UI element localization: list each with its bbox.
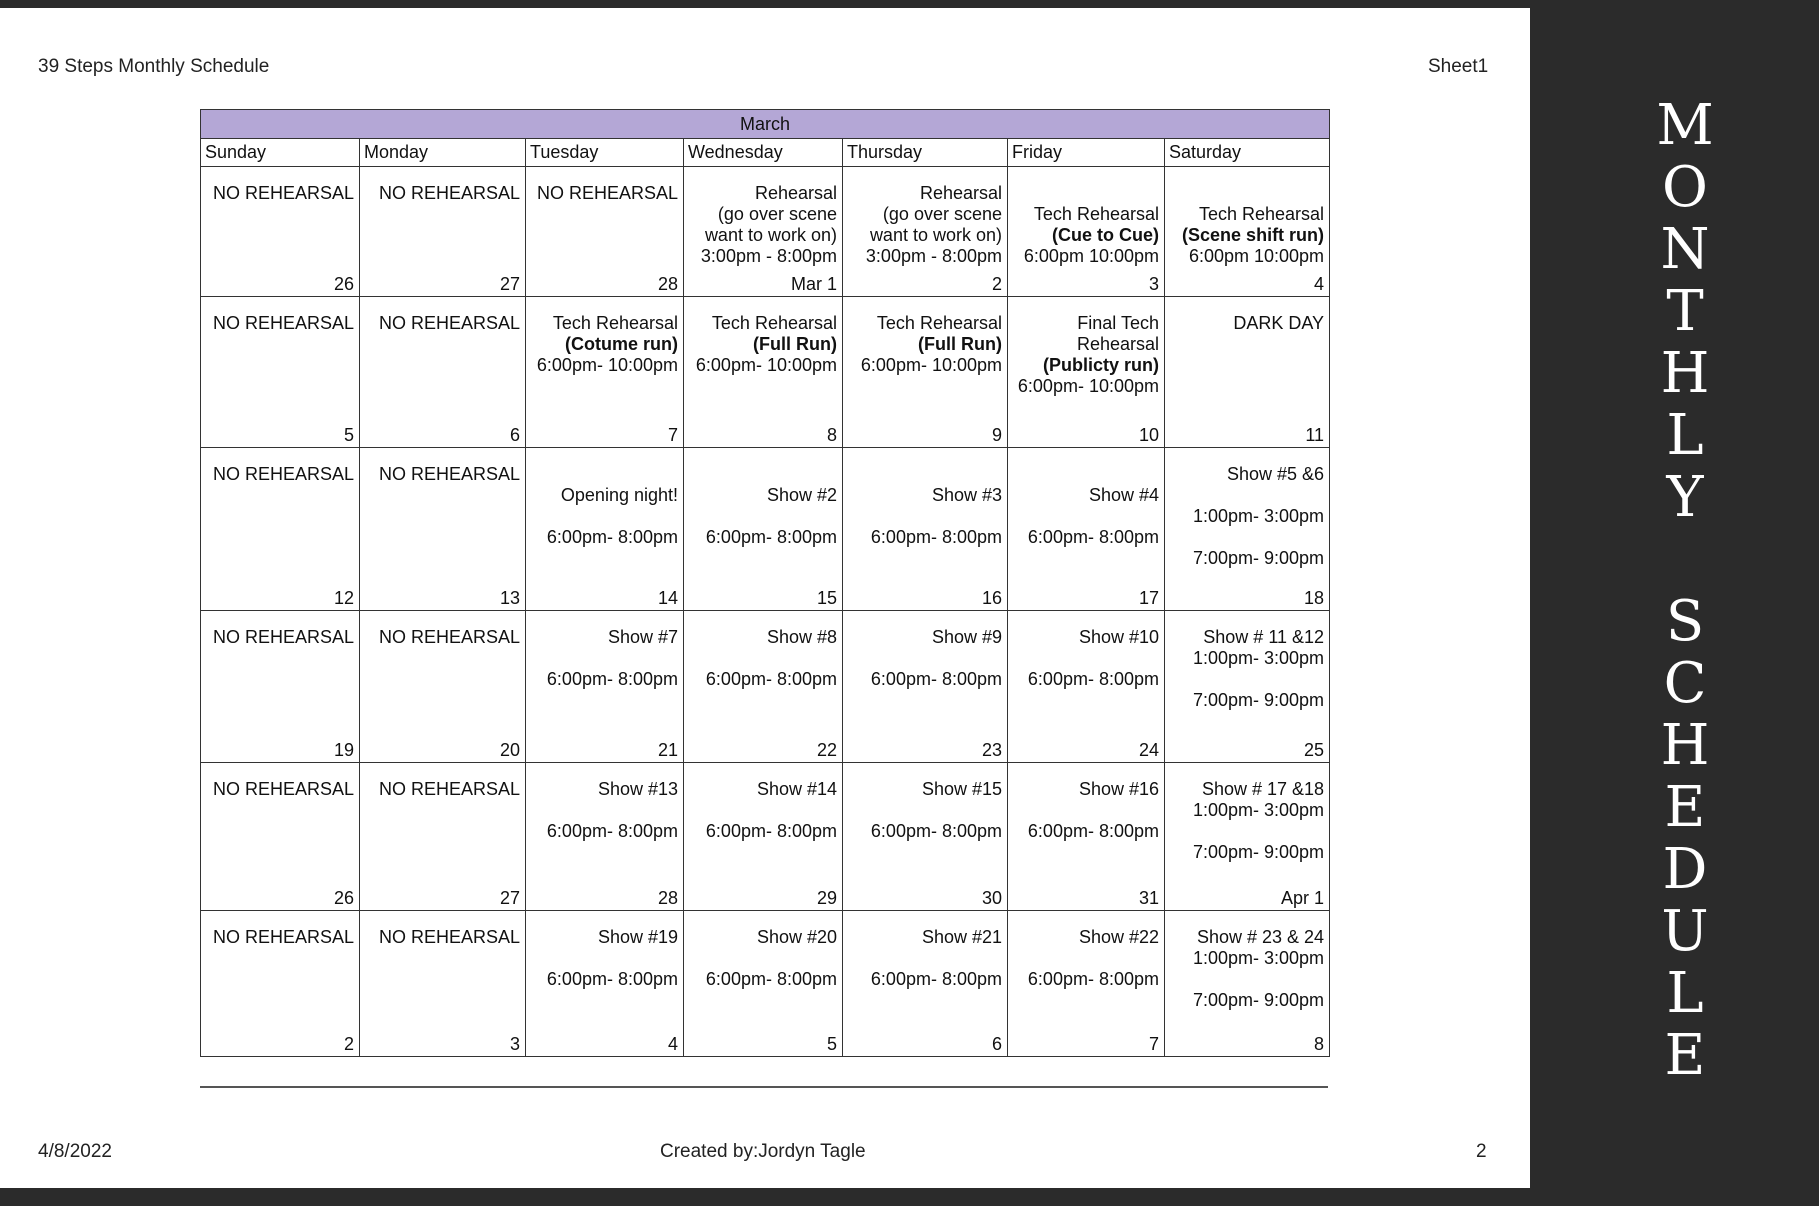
cell-event-text: Show #20 6:00pm- 8:00pm (705, 927, 837, 989)
cell-day-number: Apr 1 (1281, 888, 1325, 908)
side-title (1650, 95, 1720, 1087)
cell-event-text: NO REHEARSAL (212, 927, 354, 947)
calendar-day-cell (1008, 297, 1165, 448)
calendar-day-cell (526, 297, 684, 448)
cell-day-number: 10 (1138, 425, 1159, 445)
sheet-name: Sheet1 (1428, 56, 1489, 77)
weekday-saturday: Saturday (1165, 139, 1330, 167)
cell-day-number: 6 (991, 1034, 1002, 1054)
cell-event-text: Final Tech Rehearsal (Publicty run) 6:00pm- 10:00pm (1017, 313, 1159, 396)
cell-day-number: 16 (981, 588, 1002, 608)
cell-day-number: Mar 1 (790, 274, 837, 294)
weekday-thursday: Thursday (843, 139, 1008, 167)
calendar-table (200, 109, 1330, 1057)
calendar-day-cell (360, 611, 526, 763)
cell-day-number: 28 (657, 888, 678, 908)
calendar-day-cell (1165, 448, 1330, 611)
cell-day-number: 19 (333, 740, 354, 760)
cell-event-text: Tech Rehearsal (Full Run) 6:00pm- 10:00pm (695, 313, 837, 375)
calendar-day-cell (360, 763, 526, 911)
weekday-friday: Friday (1008, 139, 1165, 167)
cell-event-text: Show #4 6:00pm- 8:00pm (1027, 485, 1159, 547)
cell-day-number: 28 (657, 274, 678, 294)
calendar-day-cell (360, 448, 526, 611)
cell-day-number: 5 (826, 1034, 837, 1054)
cell-event-text: NO REHEARSAL (378, 779, 520, 799)
calendar-day-cell (843, 611, 1008, 763)
cell-day-number: 25 (1304, 740, 1325, 760)
cell-event-text: NO REHEARSAL (212, 464, 354, 484)
cell-event-text: NO REHEARSAL (378, 313, 520, 333)
calendar-day-cell (684, 297, 843, 448)
cell-day-number: 23 (981, 740, 1002, 760)
side-title-word-schedule: S C H E D U L E (1660, 589, 1710, 1088)
cell-event-text: NO REHEARSAL (212, 183, 354, 203)
cell-day-number: 4 (667, 1034, 678, 1054)
cell-event-text: Tech Rehearsal (Cotume run) 6:00pm- 10:00pm (536, 313, 678, 375)
month-header: March (201, 110, 1330, 139)
cell-event-text: Show #16 6:00pm- 8:00pm (1027, 779, 1159, 841)
cell-event-text: Tech Rehearsal (Cue to Cue) 6:00pm 10:00pm (1023, 204, 1159, 266)
cell-day-number: 9 (991, 425, 1002, 445)
calendar-day-cell (843, 167, 1008, 297)
cell-day-number: 11 (1305, 425, 1325, 445)
cell-day-number: 21 (657, 740, 678, 760)
cell-day-number: 17 (1138, 588, 1159, 608)
week-row (201, 448, 1330, 611)
calendar-day-cell (201, 611, 360, 763)
cell-event-text: NO REHEARSAL (536, 183, 678, 203)
cell-event-text: NO REHEARSAL (378, 627, 520, 647)
weekday-monday: Monday (360, 139, 526, 167)
cell-event-text: Tech Rehearsal (Scene shift run) 6:00pm 10:00pm (1182, 204, 1325, 266)
cell-day-number: 4 (1314, 274, 1325, 294)
cell-day-number: 5 (343, 425, 354, 445)
week-row (201, 763, 1330, 911)
cell-day-number: 26 (333, 274, 354, 294)
calendar-day-cell (201, 911, 360, 1057)
cell-day-number: 2 (343, 1034, 354, 1054)
calendar-day-cell (843, 763, 1008, 911)
cell-event-text: Show # 17 &18 1:00pm- 3:00pm 7:00pm- 9:00pm (1192, 779, 1325, 862)
calendar-day-cell (843, 297, 1008, 448)
calendar-day-cell (684, 763, 843, 911)
cell-day-number: 2 (991, 274, 1002, 294)
calendar-day-cell (1008, 167, 1165, 297)
cell-event-text: Show #21 6:00pm- 8:00pm (870, 927, 1002, 989)
weekday-wednesday: Wednesday (684, 139, 843, 167)
cell-event-text: NO REHEARSAL (212, 313, 354, 333)
cell-day-number: 20 (499, 740, 520, 760)
calendar-day-cell (526, 167, 684, 297)
calendar-day-cell (526, 611, 684, 763)
cell-event-text: Rehearsal (go over scene want to work on) 3:00pm - 8:00pm (700, 183, 837, 266)
cell-event-text: Show #13 6:00pm- 8:00pm (546, 779, 678, 841)
cell-day-number: 27 (499, 888, 520, 908)
weekday-tuesday: Tuesday (526, 139, 684, 167)
calendar-day-cell (526, 911, 684, 1057)
cell-event-text: Show #5 &6 1:00pm- 3:00pm 7:00pm- 9:00pm (1192, 464, 1325, 568)
cell-day-number: 24 (1138, 740, 1159, 760)
calendar-day-cell (1008, 611, 1165, 763)
week-row (201, 911, 1330, 1057)
calendar-day-cell (684, 448, 843, 611)
calendar-day-cell (1165, 611, 1330, 763)
calendar-day-cell (1008, 763, 1165, 911)
calendar-day-cell (843, 448, 1008, 611)
calendar-day-cell (201, 167, 360, 297)
cell-event-text: Show #9 6:00pm- 8:00pm (870, 627, 1002, 689)
calendar-day-cell (684, 167, 843, 297)
cell-event-text: NO REHEARSAL (212, 779, 354, 799)
cell-day-number: 31 (1138, 888, 1159, 908)
cell-event-text: Show #14 6:00pm- 8:00pm (705, 779, 837, 841)
calendar-day-cell (526, 763, 684, 911)
cell-day-number: 6 (509, 425, 520, 445)
cell-day-number: 30 (981, 888, 1002, 908)
cell-day-number: 18 (1304, 588, 1325, 608)
cell-day-number: 22 (816, 740, 837, 760)
cell-day-number: 15 (816, 588, 837, 608)
calendar-day-cell (360, 911, 526, 1057)
week-row (201, 167, 1330, 297)
cell-event-text: Show #7 6:00pm- 8:00pm (546, 627, 678, 689)
footer-created-by: Created by:Jordyn Tagle (660, 1141, 866, 1162)
document-page (0, 8, 1530, 1188)
cell-event-text: DARK DAY (1233, 313, 1325, 333)
calendar-day-cell (201, 448, 360, 611)
document-title: 39 Steps Monthly Schedule (38, 56, 270, 77)
cell-day-number: 29 (816, 888, 837, 908)
calendar-day-cell (843, 911, 1008, 1057)
cell-event-text: Show #8 6:00pm- 8:00pm (705, 627, 837, 689)
week-row (201, 611, 1330, 763)
footer-page-number: 2 (1476, 1141, 1487, 1162)
cell-day-number: 26 (333, 888, 354, 908)
calendar-day-cell (1165, 167, 1330, 297)
calendar-day-cell (526, 448, 684, 611)
cell-event-text: Show # 23 & 24 1:00pm- 3:00pm 7:00pm- 9:00pm (1192, 927, 1325, 1010)
cell-event-text: NO REHEARSAL (212, 627, 354, 647)
calendar-day-cell (360, 297, 526, 448)
cell-day-number: 12 (333, 588, 354, 608)
calendar-day-cell (684, 911, 843, 1057)
side-title-word-monthly: M O N T H L Y (1656, 93, 1714, 530)
calendar-day-cell (1008, 911, 1165, 1057)
cell-event-text: Show #22 6:00pm- 8:00pm (1027, 927, 1159, 989)
cell-event-text: Show #10 6:00pm- 8:00pm (1027, 627, 1159, 689)
cell-day-number: 27 (499, 274, 520, 294)
cell-event-text: NO REHEARSAL (378, 464, 520, 484)
cell-day-number: 13 (499, 588, 520, 608)
calendar-day-cell (1165, 763, 1330, 911)
cell-day-number: 8 (1314, 1034, 1325, 1054)
calendar-day-cell (201, 297, 360, 448)
cell-event-text: Tech Rehearsal (Full Run) 6:00pm- 10:00pm (860, 313, 1002, 375)
cell-event-text: NO REHEARSAL (378, 183, 520, 203)
cell-event-text: Show #3 6:00pm- 8:00pm (870, 485, 1002, 547)
cell-event-text: Show #15 6:00pm- 8:00pm (870, 779, 1002, 841)
weekday-header-row (201, 139, 1330, 167)
week-row (201, 297, 1330, 448)
calendar-day-cell (1165, 297, 1330, 448)
cell-day-number: 7 (667, 425, 678, 445)
footer-date: 4/8/2022 (38, 1141, 112, 1162)
cell-day-number: 8 (826, 425, 837, 445)
calendar-day-cell (684, 611, 843, 763)
cell-day-number: 14 (657, 588, 678, 608)
cell-day-number: 7 (1148, 1034, 1159, 1054)
calendar-day-cell (1008, 448, 1165, 611)
weekday-sunday: Sunday (201, 139, 360, 167)
calendar-day-cell (201, 763, 360, 911)
cell-event-text: Show #2 6:00pm- 8:00pm (705, 485, 837, 547)
calendar-day-cell (360, 167, 526, 297)
cell-event-text: Show #19 6:00pm- 8:00pm (546, 927, 678, 989)
cell-day-number: 3 (509, 1034, 520, 1054)
cell-event-text: Opening night! 6:00pm- 8:00pm (546, 485, 678, 547)
cell-event-text: Rehearsal (go over scene want to work on) 3:00pm - 8:00pm (865, 183, 1002, 266)
cell-day-number: 3 (1148, 274, 1159, 294)
cell-event-text: Show # 11 &12 1:00pm- 3:00pm 7:00pm- 9:00pm (1192, 627, 1325, 710)
cell-event-text: NO REHEARSAL (378, 927, 520, 947)
footer-divider (200, 1086, 1328, 1088)
calendar-day-cell (1165, 911, 1330, 1057)
